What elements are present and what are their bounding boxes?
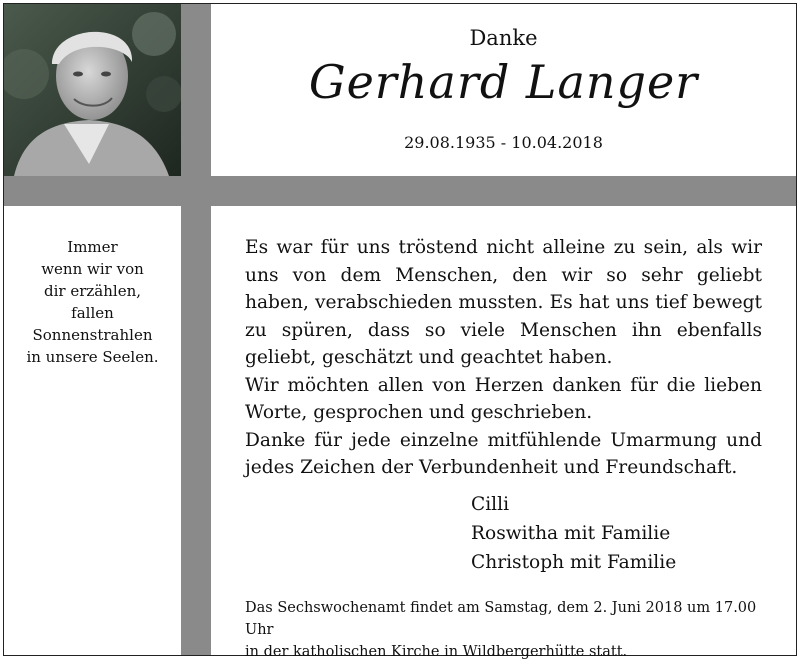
poem-line: fallen [71,304,114,322]
header-danke: Danke [469,26,538,50]
paragraph: Wir möchten allen von Herzen danken für die lieben Worte, gesprochen und geschrieben. [245,374,762,423]
signature-line: Cilli [471,494,510,515]
footer-line: Das Sechswochenamt findet am Samstag, dem 2. Juni 2018 um 17.00 Uhr [245,600,757,638]
signature-line: Roswitha mit Familie [471,523,671,544]
cross-horizontal-bar [4,176,796,206]
life-dates: 29.08.1935 - 10.04.2018 [404,133,603,152]
signatures [471,490,676,577]
paragraph: Es war für uns tröstend nicht alleine zu sein, als wir uns von dem Menschen, den wir so sehr geliebt haben, verabschieden mussten. Es hat uns tief bewegt zu spüren, dass so viele Menschen ihn ebenfalls geliebt, geschätzt und geachtet haben. [245,237,762,368]
thanks-text [245,234,762,482]
deceased-name: Gerhard Langer [308,55,699,109]
poem-line: dir erzählen, [44,282,141,300]
paragraph: Danke für jede einzelne mitfühlende Umarmung und jedes Zeichen der Verbundenheit und Freundschaft. [245,429,762,478]
footer-line: in der katholischen Kirche in Wildbergerhütte statt. [245,644,628,660]
poem-line: Immer [67,238,118,256]
poem-line: in unsere Seelen. [26,348,159,366]
poem [4,236,181,368]
poem-line: wenn wir von [41,260,144,278]
signature-line: Christoph mit Familie [471,552,677,573]
cross-vertical-bar [181,4,211,655]
portrait-photo-icon [4,4,181,176]
footer-notice [245,597,775,663]
poem-line: Sonnenstrahlen [32,326,153,344]
portrait-photo [4,4,181,176]
